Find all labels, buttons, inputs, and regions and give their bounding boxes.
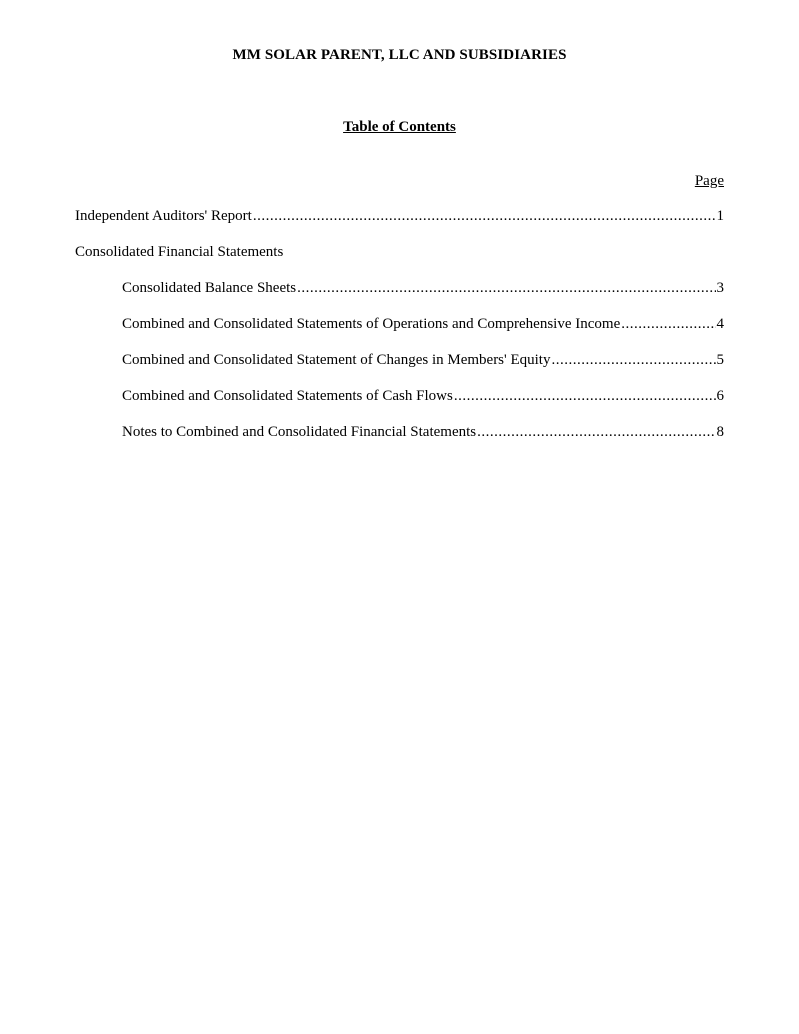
company-title: MM SOLAR PARENT, LLC AND SUBSIDIARIES <box>232 47 567 63</box>
toc-entry-label: Consolidated Balance Sheets <box>122 280 297 296</box>
toc-entry-label: Combined and Consolidated Statements of Operations and Comprehensive Income <box>122 316 621 332</box>
toc-entry-label: Combined and Consolidated Statement of Changes in Members' Equity <box>122 352 551 368</box>
toc-entry-page: 1 <box>716 208 724 224</box>
toc-entry-page: 4 <box>716 316 724 332</box>
toc-dot-leader <box>621 316 715 333</box>
toc-entry-cash-flows[interactable] <box>75 388 724 424</box>
toc-dot-leader <box>477 424 715 441</box>
toc-title: Table of Contents <box>343 119 456 135</box>
toc-entry-notes[interactable] <box>75 424 724 460</box>
toc-entry-label: Independent Auditors' Report <box>75 208 252 224</box>
toc-entry-page: 3 <box>716 280 724 296</box>
toc-entry-label: Notes to Combined and Consolidated Financial Statements <box>122 424 477 440</box>
toc-entry-page: 6 <box>716 388 724 404</box>
toc-entry-operations-comprehensive-income[interactable] <box>75 316 724 352</box>
toc-dot-leader <box>297 280 715 297</box>
toc-entry-independent-auditors-report[interactable] <box>75 208 724 244</box>
toc-entry-changes-in-members-equity[interactable] <box>75 352 724 388</box>
toc-list <box>75 208 724 460</box>
toc-entry-page: 5 <box>716 352 724 368</box>
toc-entry-balance-sheets[interactable] <box>75 280 724 316</box>
toc-entry-label: Combined and Consolidated Statements of Cash Flows <box>122 388 453 404</box>
toc-entry-page: 8 <box>716 424 724 440</box>
toc-dot-leader <box>253 208 716 225</box>
toc-section-consolidated-financial-statements <box>75 244 724 280</box>
toc-section-label: Consolidated Financial Statements <box>75 244 284 260</box>
toc-dot-leader <box>454 388 716 405</box>
toc-dot-leader <box>551 352 715 369</box>
page-column-header: Page <box>694 173 724 189</box>
